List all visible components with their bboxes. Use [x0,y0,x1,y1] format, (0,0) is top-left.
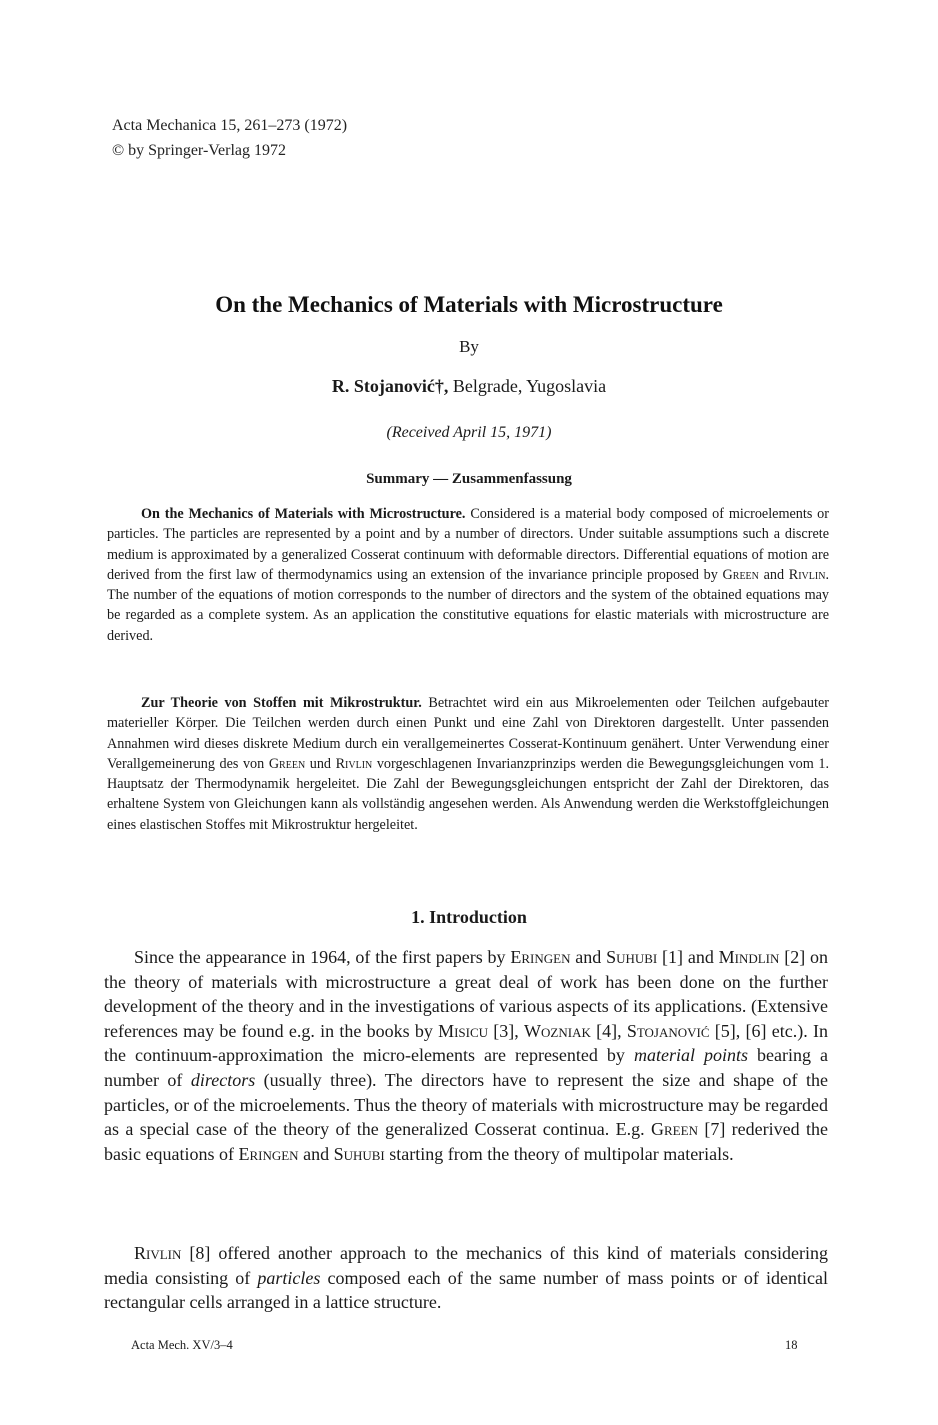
abstract-de-text: Betrachtet wird ein aus Mikroelementen oder Teilchen aufgebauter materieller Körper. Die Teilchen werden durch einen Punkt und eine Zahl von Direktoren dargestellt. Unter passenden Annahmen wird dieses diskrete Medium durch ein verallgemeinertes Cosserat-Kontinuum genähert. Unter Verwendung einer Verallgemeinerung des von [107,695,829,772]
author-ref: Mindlin [718,947,780,967]
body-text: starting from the theory of multipolar materials. [384,1143,734,1164]
summary-heading: Summary — Zusammenfassung [366,471,572,487]
author-ref: Stojanović [626,1020,710,1041]
author-line [0,376,938,397]
emphasis: particles [257,1267,321,1288]
author-affiliation: Belgrade, Yugoslavia [448,376,607,396]
body-text: [8] offered another approach to the mechanics of this kind of materials considering media consisting of [104,1243,828,1288]
body-text: and [298,1143,334,1164]
footer-journal: Acta Mech. XV/3–4 [131,1338,233,1352]
body-text: and [570,947,607,967]
by-line: By [459,337,479,356]
author-ref: Green [722,566,759,583]
author-ref: Rivlin [335,755,373,772]
body-text: [4], [590,1020,627,1041]
author-ref: Rivlin [134,1243,182,1263]
author-ref: Rivlin [788,566,826,583]
author-ref: Eringen [510,947,571,967]
author-ref: Green [268,755,306,772]
body-text: [1] and [657,947,719,967]
abstract-de-text: und [305,755,336,772]
body-text: Since the appearance in 1964, of the first papers by [134,947,511,967]
body-text: [3], [488,1020,525,1041]
author-ref: Suhubi [606,947,658,967]
body-text: [5], [6] etc.). In the continuum-approximation the micro-elements are represented by [104,1020,828,1066]
abstract-de-title: Zur Theorie von Stoffen mit Mikrostruktur. [141,695,422,711]
paper-title: On the Mechanics of Materials with Microstructure [215,292,723,317]
abstract-english [107,504,829,646]
section-heading: 1. Introduction [411,907,527,927]
received-date: (Received April 15, 1971) [386,424,552,441]
emphasis: directors [190,1069,256,1090]
body-text: [7] rederived the basic equations of [104,1119,828,1164]
emphasis: material points [633,1045,748,1066]
author-name: R. Stojanović†, [331,376,449,396]
footer-signature: 18 [785,1338,798,1352]
body-text: [2] on the theory of materials with microstructure a great deal of work has been done on the further development of the theory and in the investigations of various aspects of its applications. (Extensive references may be found e.g. in the books by [104,947,828,1041]
journal-citation: Acta Mechanica 15, 261–273 (1972) [112,117,348,134]
author-ref: Misicu [438,1020,489,1041]
abstract-en-text: . The number of the equations of motion corresponds to the number of directors and the system of the obtained equations may be regarded as a complete system. As an application the constitutive equations for elastic materials with microstructure are derived. [107,566,829,644]
abstract-de-text: vorgeschlagenen Invarianzprinzips werden die Bewegungsgleichungen vom 1. Hauptsatz der Thermodynamik hergeleitet. Die Zahl der Bewegungsgleichungen entspricht der Zahl der Direktoren, das erhaltene System von Gleichungen kann als vollständig angesehen werden. Als Anwendung werden die Werkstoffgleichungen eines elastischen Stoffes mit Mikrostruktur hergeleitet. [107,755,830,833]
body-text: (usually three). The directors have to represent the size and shape of the particles, or of the microelements. Thus the theory of materials with microstructure may be regarded as a special case of the theory of the generalized Cosserat continua. E.g. [104,1069,828,1140]
body-text: bearing a number of [104,1045,829,1090]
abstract-en-title: On the Mechanics of Materials with Microstructure. [141,506,466,522]
body-text: composed each of the same number of mass points or of identical rectangular cells arranged in a lattice structure. [104,1267,828,1313]
intro-paragraph-1 [104,945,828,1166]
author-ref: Suhubi [333,1143,385,1164]
abstract-german [107,693,829,835]
intro-paragraph-2 [104,1241,828,1315]
journal-info [112,113,347,163]
author-ref: Eringen [238,1143,299,1164]
journal-copyright: © by Springer-Verlag 1972 [112,142,287,159]
abstract-en-text: and [758,566,789,583]
author-ref: Wozniak [524,1020,591,1041]
author-ref: Green [651,1119,698,1140]
abstract-en-text: Considered is a material body composed of microelements or particles. The particles are represented by a point and by a number of directors. Under suitable assumptions such a discrete medium is approximated by a generalized Cosserat continuum with deformable directors. Differential equations of motion are derived from the first law of thermodynamics using an extension of the invariance principle proposed by [107,506,830,583]
